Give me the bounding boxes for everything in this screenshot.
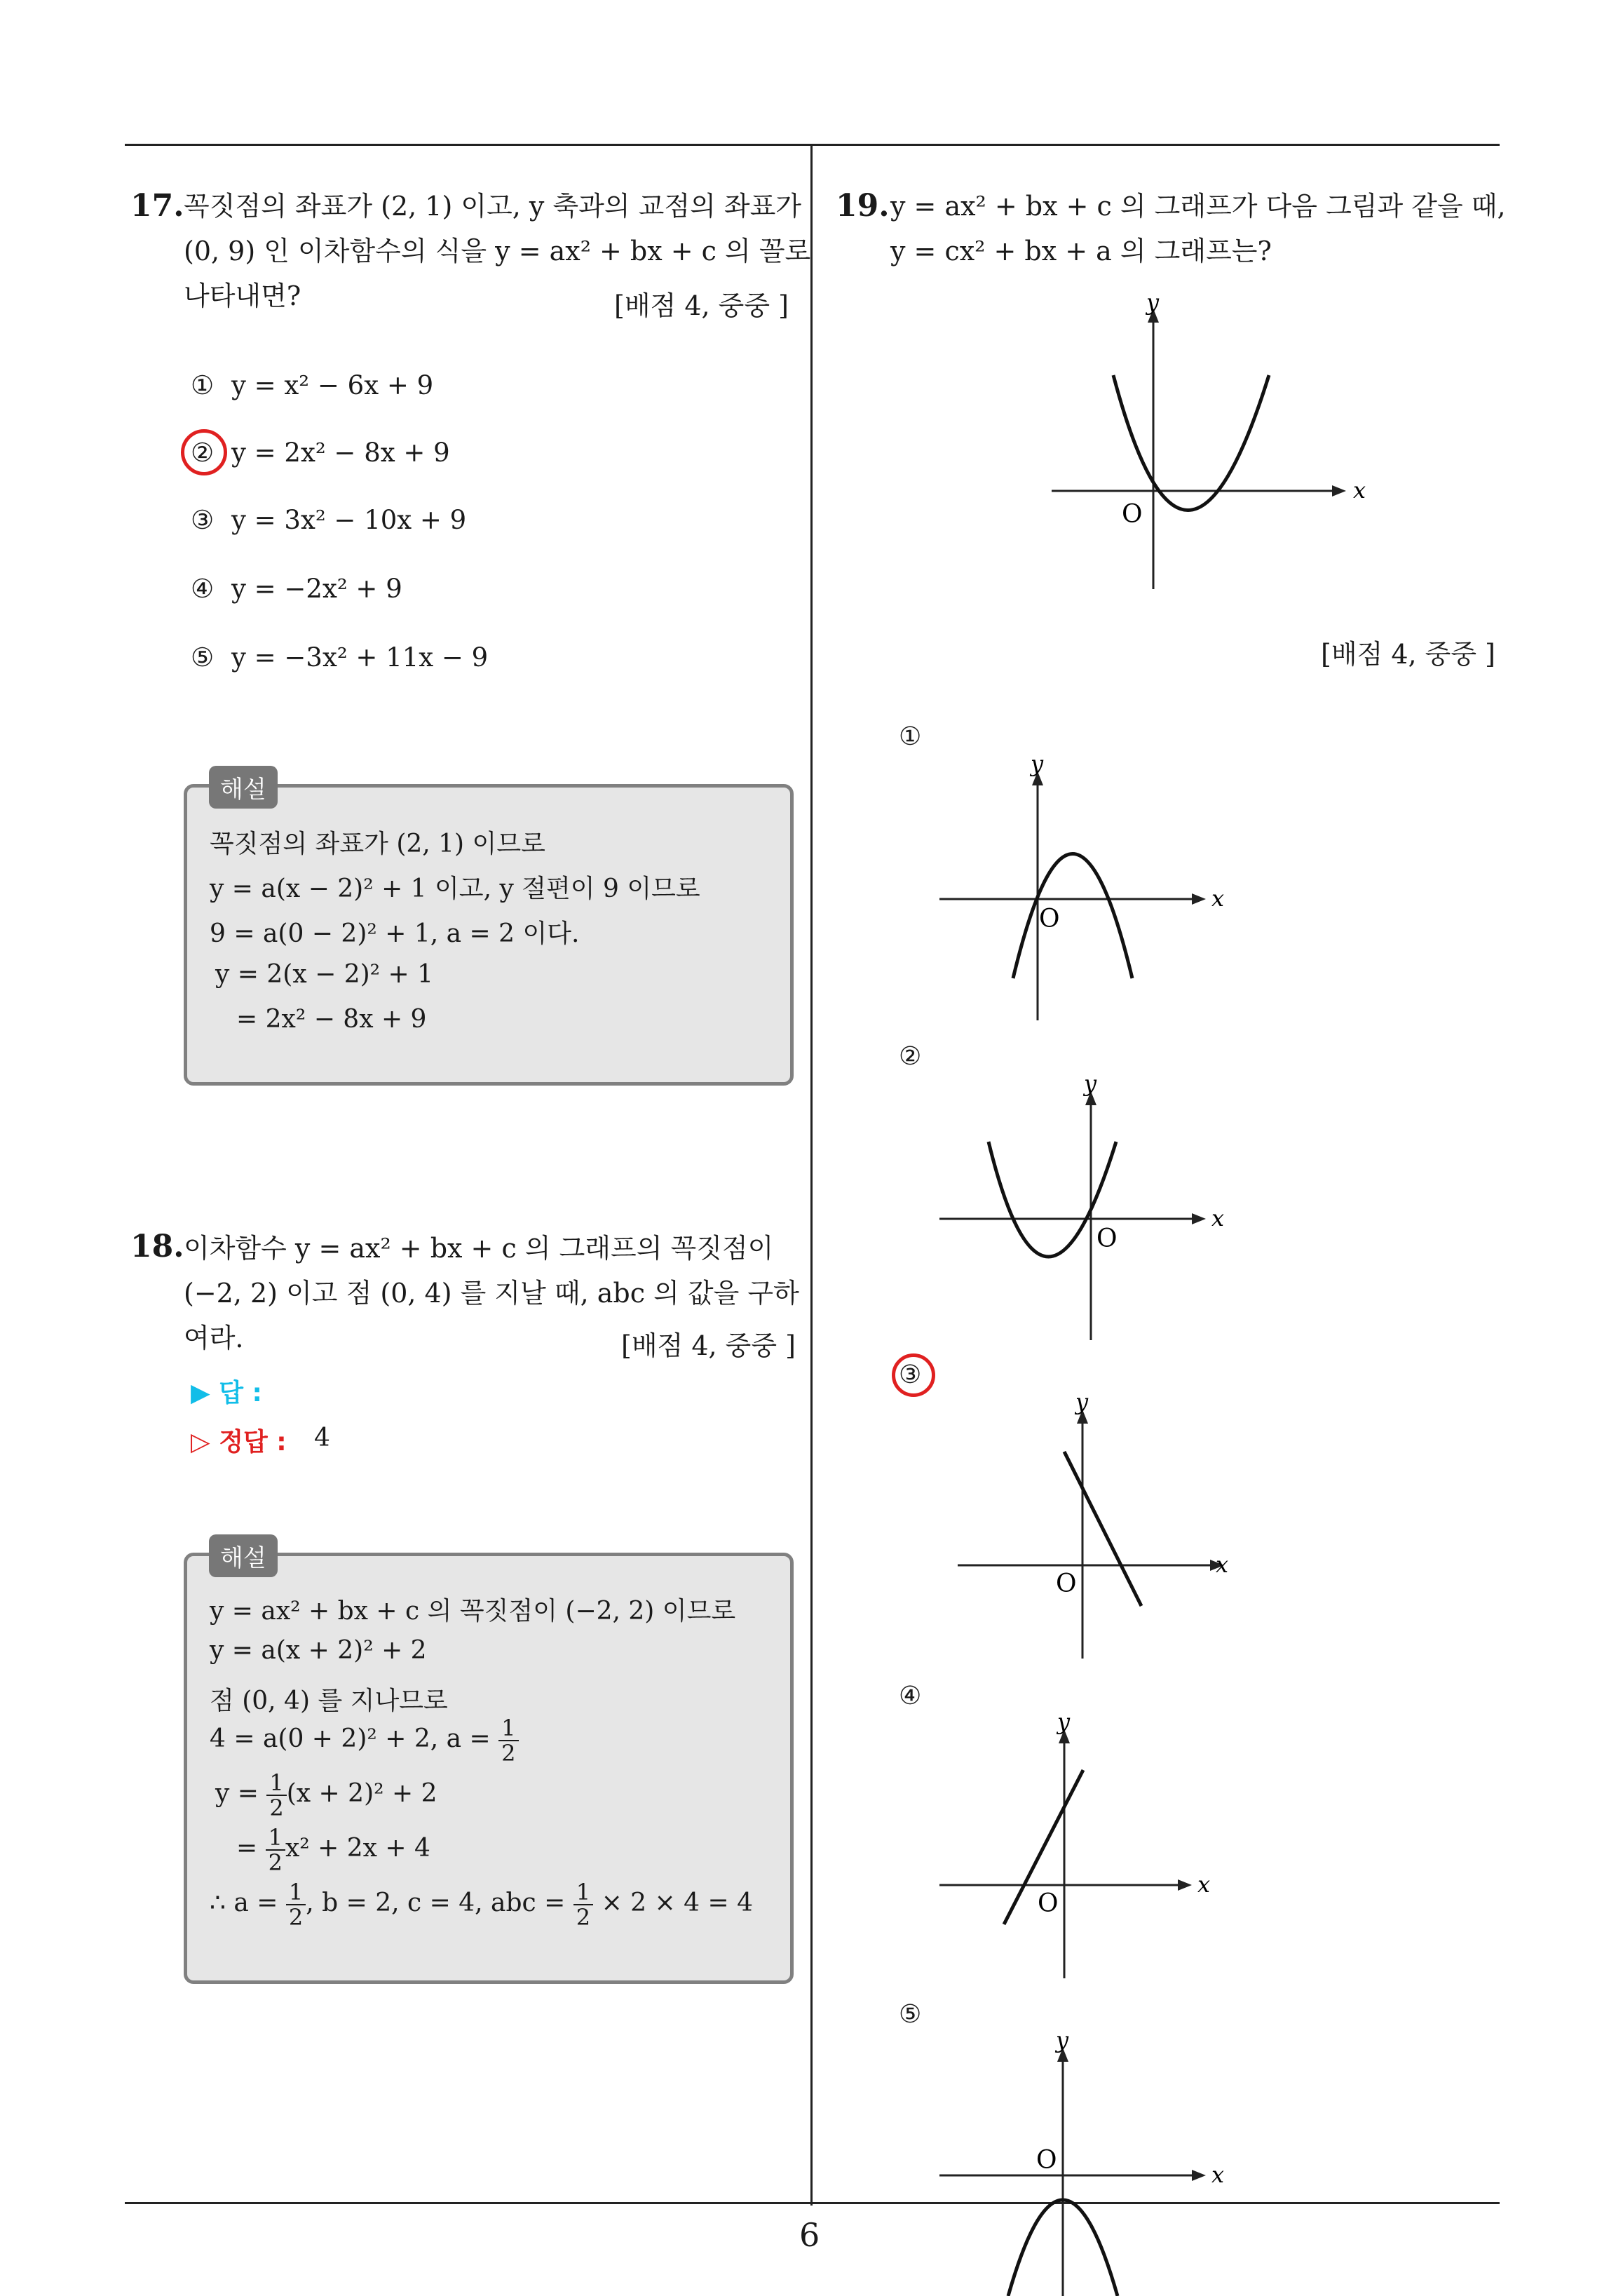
origin-label: O xyxy=(1039,905,1060,933)
q17-explanation-tag: 해설 xyxy=(209,766,278,809)
q18-expl-line2: y = a(x + 2)² + 2 xyxy=(210,1636,427,1665)
q18-expl-line4: 4 = a(0 + 2)² + 2, a = $\frac{1}{2}$ xyxy=(210,1716,519,1765)
bottom-rule xyxy=(125,2202,1500,2204)
q17-answer-circle-mark xyxy=(181,429,227,475)
axis-label-x: x xyxy=(1211,1205,1225,1231)
q19-choice-3-graph[interactable] xyxy=(951,1389,1245,1662)
fraction-one-half: $\frac{1}{2}$ xyxy=(498,1716,518,1765)
q17-score: [배점 4, 중중 ] xyxy=(614,290,789,321)
page-number: 6 xyxy=(799,2216,820,2254)
q17-expl-line5: = 2x² − 8x + 9 xyxy=(236,1005,427,1034)
q18-correct-value: 4 xyxy=(314,1424,330,1452)
x-axis-arrow xyxy=(1332,485,1346,497)
q17-line3: 나타내면? xyxy=(184,281,301,311)
q17-choice-5[interactable]: ⑤ y = −3x² + 11x − 9 xyxy=(191,642,489,673)
axis-label-y: y xyxy=(1031,750,1044,777)
fraction-one-half: $\frac{1}{2}$ xyxy=(266,1825,285,1875)
axis-label-y: y xyxy=(1146,289,1160,316)
column-divider xyxy=(810,144,813,2206)
q19-choice-4-mark[interactable]: ④ xyxy=(899,1682,922,1710)
axis-label-x: x xyxy=(1216,1551,1229,1578)
axis-label-x: x xyxy=(1353,477,1366,504)
q17-explanation-box xyxy=(184,784,794,1086)
q18-expl-line7: ∴ a = $\frac{1}{2}$ , b = 2, c = 4, abc = $\frac{1}{2}$ × 2 × 4 = 4 xyxy=(210,1879,753,1931)
origin-label: O xyxy=(1122,500,1143,529)
q19-choice-5-graph[interactable] xyxy=(932,2027,1227,2296)
q17-line1: 꼭짓점의 좌표가 (2, 1) 이고, y 축과의 교점의 좌표가 xyxy=(184,191,802,222)
origin-label: O xyxy=(1036,2146,1057,2175)
q17-choice-2[interactable]: ② y = 2x² − 8x + 9 xyxy=(191,438,450,468)
q18-score: [배점 4, 중중 ] xyxy=(621,1330,796,1361)
x-axis-arrow xyxy=(1192,2170,1206,2181)
q19-answer-circle-mark xyxy=(892,1353,935,1397)
fraction-one-half: $\frac{1}{2}$ xyxy=(286,1880,306,1929)
fraction-one-half: $\frac{1}{2}$ xyxy=(266,1771,286,1820)
axis-label-x: x xyxy=(1211,885,1225,912)
q17-expl-line1: 꼭짓점의 좌표가 (2, 1) 이므로 xyxy=(210,830,545,858)
q17-choice-1[interactable]: ① y = x² − 6x + 9 xyxy=(191,370,434,400)
q19-choice-4-graph[interactable] xyxy=(932,1708,1227,1982)
q18-line1: 이차함수 y = ax² + bx + c 의 그래프의 꼭짓점이 xyxy=(184,1233,774,1264)
q19-choice-2-mark[interactable]: ② xyxy=(899,1042,922,1071)
q18-line3: 여라. xyxy=(184,1323,244,1353)
origin-label: O xyxy=(1038,1889,1059,1918)
q19-choice-5-mark[interactable]: ⑤ xyxy=(899,2000,922,2029)
q17-choice-3[interactable]: ③ y = 3x² − 10x + 9 xyxy=(191,505,467,535)
fraction-one-half: $\frac{1}{2}$ xyxy=(573,1880,593,1929)
q17-number: 17. xyxy=(130,188,184,224)
axis-label-x: x xyxy=(1197,1871,1211,1898)
q18-correct-label: ▷ 정답 : xyxy=(191,1428,287,1457)
x-axis-arrow xyxy=(1192,893,1206,905)
q18-expl-line5: y = $\frac{1}{2}$ (x + 2)² + 2 xyxy=(215,1769,437,1821)
q19-choice-3-mark[interactable]: ③ xyxy=(899,1360,922,1389)
axis-label-y: y xyxy=(1057,1708,1071,1735)
q17-expl-line4: y = 2(x − 2)² + 1 xyxy=(215,960,434,989)
q18-expl-line1: y = ax² + bx + c 의 꼭짓점이 (−2, 2) 이므로 xyxy=(210,1597,736,1626)
q19-score: [배점 4, 중중 ] xyxy=(1321,639,1495,670)
q18-explanation-box xyxy=(184,1553,794,1984)
parabola-curve xyxy=(1013,854,1132,979)
q18-answer-label: ▶ 답 : xyxy=(191,1379,262,1407)
x-axis-arrow xyxy=(1192,1213,1206,1224)
origin-label: O xyxy=(1096,1224,1118,1253)
q18-explanation-tag: 해설 xyxy=(209,1534,278,1577)
q17-choice-4[interactable]: ④ y = −2x² + 9 xyxy=(191,574,402,604)
x-axis-arrow xyxy=(1178,1879,1192,1891)
q19-choice-1-graph[interactable] xyxy=(932,750,1227,1024)
axis-label-y: y xyxy=(1056,2027,1069,2053)
origin-label: O xyxy=(1056,1569,1077,1598)
q18-expl-line6: = $\frac{1}{2}$ x² + 2x + 4 xyxy=(236,1824,430,1876)
q18-number: 18. xyxy=(130,1229,184,1264)
q19-choice-1-mark[interactable]: ① xyxy=(899,722,922,751)
q17-line2: (0, 9) 인 이차함수의 식을 y = ax² + bx + c 의 꼴로 xyxy=(184,236,811,266)
q18-expl-line3: 점 (0, 4) 를 지나므로 xyxy=(210,1687,448,1715)
q17-expl-line2: y = a(x − 2)² + 1 이고, y 절편이 9 이므로 xyxy=(210,874,700,903)
q19-line1: y = ax² + bx + c 의 그래프가 다음 그림과 같을 때, xyxy=(890,191,1506,222)
axis-label-y: y xyxy=(1084,1070,1097,1097)
axis-label-x: x xyxy=(1211,2161,1225,2188)
q18-line2: (−2, 2) 이고 점 (0, 4) 를 지날 때, abc 의 값을 구하 xyxy=(184,1278,799,1309)
q19-main-graph xyxy=(1038,289,1366,603)
q17-expl-line3: 9 = a(0 − 2)² + 1, a = 2 이다. xyxy=(210,919,580,948)
q19-line2: y = cx² + bx + a 의 그래프는? xyxy=(890,236,1272,266)
axis-label-y: y xyxy=(1075,1389,1089,1415)
q19-choice-2-graph[interactable] xyxy=(932,1070,1227,1344)
q19-number: 19. xyxy=(836,188,890,224)
